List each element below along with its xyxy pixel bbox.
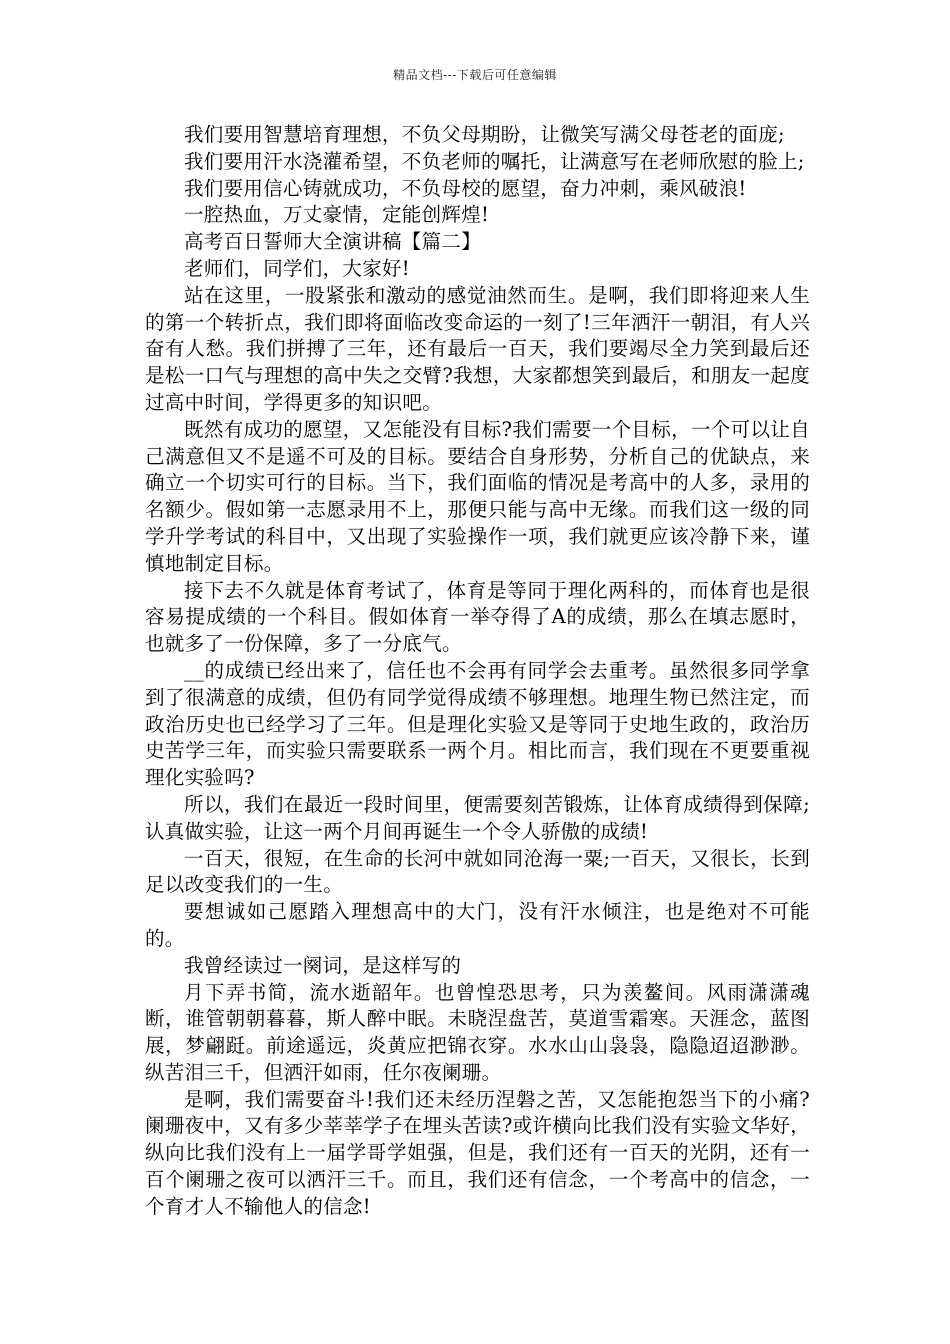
paragraph: 我曾经读过一阕词，是这样写的 [184,953,462,977]
section-title: 高考百日誓师大全演讲稿【篇二】 [184,230,482,254]
page-header: 精品文档---下载后可任意编辑 [393,68,557,82]
paragraph: 是啊，我们需要奋斗!我们还未经历涅磐之苦，又怎能抱怨当下的小痛?阑珊夜中，又有多少莘莘学子在埋头苦读?或许横向比我们没有实验文华好，纵向比我们没有上一届学哥学姐强，但是，我们还有一百天的光阴，还有一百个阑珊之夜可以洒汗三千。而且，我们还有信念，一个考高中的信念，一个育才人不输他人的信念! [145,1087,810,1218]
paragraph: 我们要用汗水浇灌希望，不负老师的嘱托，让满意写在老师欣慰的脸上; [184,149,805,173]
paragraph: 既然有成功的愿望，又怎能没有目标?我们需要一个目标，一个可以让自己满意但又不是遥不可及的目标。要结合自身形势，分析自己的优缺点，来确立一个切实可行的目标。当下，我们面临的情况是考高中的人多，录用的名额少。假如第一志愿录用不上，那便只能与高中无缘。而我们这一级的同学升学考试的科目中，又出现了实验操作一项，我们就更应该冷静下来，谨慎地制定目标。 [145,417,810,575]
paragraph: 所以，我们在最近一段时间里，便需要刻苦锻炼，让体育成绩得到保障;认真做实验，让这一两个月间再诞生一个令人骄傲的成绩! [145,792,810,843]
paragraph: 一百天，很短，在生命的长河中就如同沧海一粟;一百天，又很长，长到足以改变我们的一生。 [145,846,810,897]
paragraph: 一腔热血，万丈豪情，定能创辉煌! [184,203,490,227]
greeting: 老师们，同学们，大家好! [184,256,410,280]
paragraph: 站在这里，一股紧张和激动的感觉油然而生。是啊，我们即将迎来人生的第一个转折点，我们即将面临改变命运的一刻了!三年洒汗一朝泪，有人兴奋有人愁。我们拼搏了三年，还有最后一百天，我们要竭尽全力笑到最后还是松一口气与理想的高中失之交臂?我想，大家都想笑到最后，和朋友一起度过高中时间，学得更多的知识吧。 [145,283,810,414]
poem-paragraph: 月下弄书简，流水逝韶年。也曾惶恐思考，只为羡鳌间。风雨潇潇魂断，谁管朝朝暮暮，斯人醉中眠。未晓涅盘苦，莫道雪霜寒。天涯念，蓝图展，梦翩跹。前途遥远，炎黄应把锦衣穿。水水山山袅袅，隐隐迢迢渺渺。纵苦泪三千，但洒汗如雨，任尔夜阑珊。 [145,980,810,1084]
paragraph: 要想诚如己愿踏入理想高中的大门，没有汗水倾注，也是绝对不可能的。 [145,900,810,950]
paragraph: 接下去不久就是体育考试了，体育是等同于理化两科的，而体育也是很容易提成绩的一个科目。假如体育一举夺得了A的成绩，那么在填志愿时，也就多了一份保障，多了一分底气。 [145,578,810,656]
document-body [145,122,810,1221]
paragraph: 我们要用智慧培育理想，不负父母期盼，让微笑写满父母苍老的面庞; [184,123,785,146]
paragraph: 我们要用信心铸就成功，不负母校的愿望，奋力冲刺，乘风破浪! [184,176,747,200]
paragraph: __的成绩已经出来了，信任也不会再有同学会去重考。虽然很多同学拿到了很满意的成绩，但仍有同学觉得成绩不够理想。地理生物已然注定，而政治历史也已经学习了三年。但是理化实验又是等同于史地生政的，政治历史苦学三年，而实验只需要联系一两个月。相比而言，我们现在不更要重视理化实验吗? [145,658,810,790]
